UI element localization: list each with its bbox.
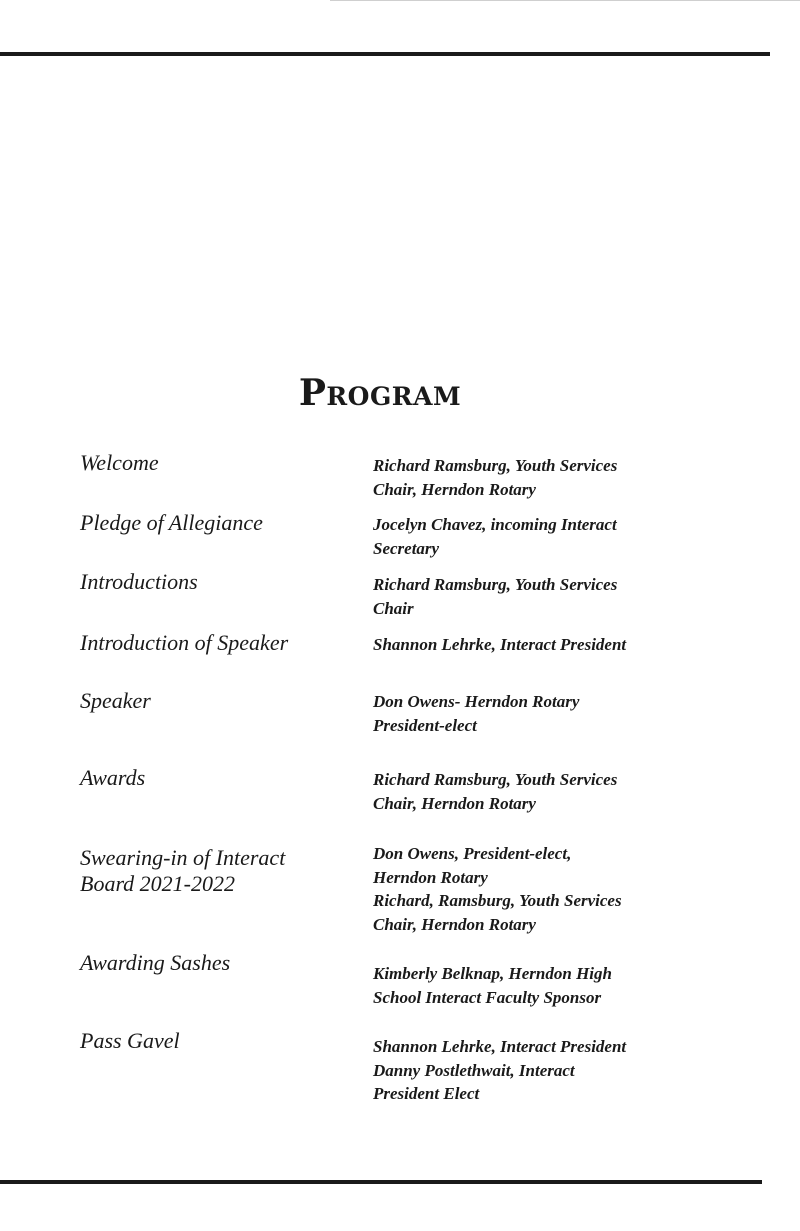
item-line: Board 2021-2022	[80, 871, 236, 896]
presenter-line: Chair, Herndon Rotary	[373, 914, 536, 934]
page-edge-line	[330, 0, 800, 1]
presenter-pass-gavel	[373, 1035, 703, 1106]
presenter-line: School Interact Faculty Sponsor	[373, 987, 602, 1007]
presenter-introduction-of-speaker	[373, 633, 703, 657]
program-item-pass-gavel: Pass Gavel	[80, 1028, 180, 1053]
program-item-speaker: Speaker	[80, 688, 151, 713]
presenter-line: Shannon Lehrke, Interact President	[373, 635, 627, 654]
presenter-awarding-sashes	[373, 962, 703, 1009]
presenter-line: Secretary	[373, 538, 440, 558]
presenter-introductions	[373, 573, 703, 620]
presenter-line: Danny Postlethwait, Interact	[373, 1060, 575, 1080]
presenter-line: Shannon Lehrke, Interact President	[373, 1037, 627, 1056]
presenter-speaker	[373, 690, 703, 737]
presenter-line: Herndon Rotary	[373, 867, 488, 887]
program-item-pledge: Pledge of Allegiance	[80, 510, 263, 535]
presenter-line: Chair	[373, 598, 414, 618]
presenter-line: President Elect	[373, 1084, 480, 1103]
presenter-swearing-in	[373, 842, 703, 936]
presenter-welcome	[373, 454, 703, 501]
presenter-line: President-elect	[373, 715, 477, 735]
presenter-line: Kimberly Belknap, Herndon High	[373, 964, 612, 983]
presenter-line: Richard, Ramsburg, Youth Services	[373, 891, 622, 910]
item-line: Swearing-in of Interact	[80, 845, 286, 870]
presenter-line: Don Owens- Herndon Rotary	[373, 692, 580, 711]
presenter-line: Jocelyn Chavez, incoming Interact	[373, 515, 617, 534]
presenter-line: Richard Ramsburg, Youth Services	[373, 456, 618, 475]
presenter-awards	[373, 768, 703, 815]
program-item-awards: Awards	[80, 765, 146, 790]
page-title: Program	[298, 372, 462, 414]
presenter-line: Richard Ramsburg, Youth Services	[373, 575, 618, 594]
program-item-introduction-of-speaker: Introduction of Speaker	[80, 630, 289, 655]
presenter-line: Chair, Herndon Rotary	[373, 793, 536, 813]
program-item-swearing-in	[80, 845, 350, 897]
presenter-line: Don Owens, President-elect,	[373, 844, 572, 863]
program-item-introductions: Introductions	[80, 569, 198, 594]
bottom-rule	[0, 1180, 762, 1184]
program-item-awarding-sashes: Awarding Sashes	[80, 950, 231, 975]
presenter-line: Richard Ramsburg, Youth Services	[373, 770, 618, 789]
presenter-pledge	[373, 513, 703, 560]
top-rule	[0, 52, 770, 56]
program-item-welcome: Welcome	[80, 450, 159, 475]
presenter-line: Chair, Herndon Rotary	[373, 479, 536, 499]
